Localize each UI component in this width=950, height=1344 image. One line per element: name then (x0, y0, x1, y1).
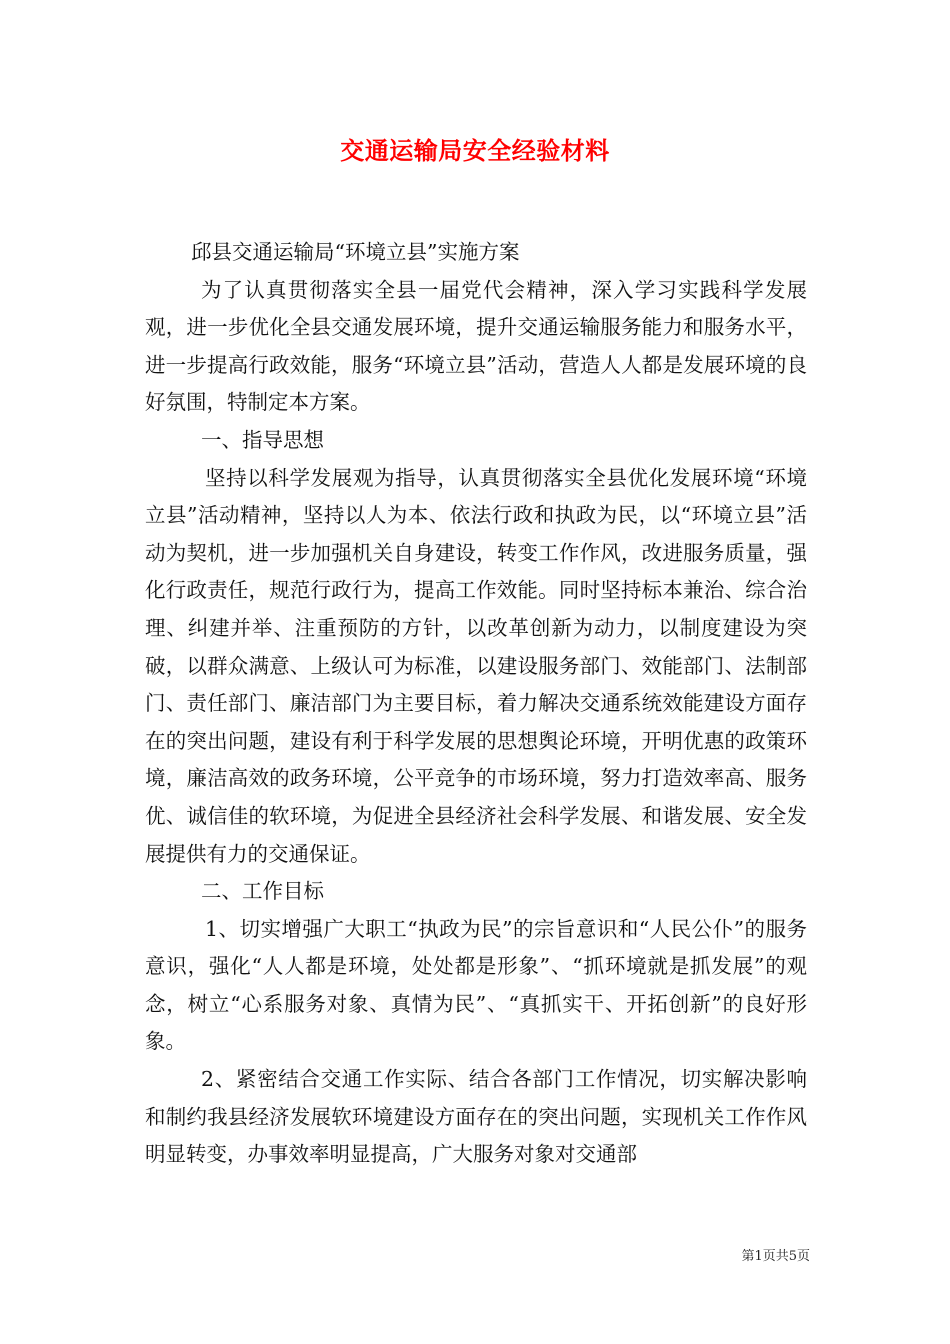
document-body (145, 234, 807, 1174)
page-number-footer: 第1页共5页 (741, 1249, 810, 1264)
heading-guiding-ideology: 一、指导思想 (201, 427, 324, 452)
paragraph-guiding-ideology: 坚持以科学发展观为指导，认真贯彻落实全县优化发展环境“环境立县”活动精神，坚持以人为本、依法行政和执政为民，以“环境立县”活动为契机，进一步加强机关自身建设，转变工作作风，改进服务质量，强化行政责任，规范行政行为，提高工作效能。同时坚持标本兼治、综合治理、纠建并举、注重预防的方针，以改革创新为动力，以制度建设为突破，以群众满意、上级认可为标准，以建设服务部门、效能部门、法制部门、责任部门、廉洁部门为主要目标，着力解决交通系统效能建设方面存在的突出问题，建设有利于科学发展的思想舆论环境，开明优惠的政策环境，廉洁高效的政务环境，公平竞争的市场环境，努力打造效率高、服务优、诚信佳的软环境，为促进全县经济社会科学发展、和谐发展、安全发展提供有力的交通保证。 (145, 465, 807, 866)
paragraph-goal-2: 2、紧密结合交通工作实际、结合各部门工作情况，切实解决影响和制约我县经济发展软环境建设方面存在的突出问题，实现机关工作作风明显转变，办事效率明显提高，广大服务对象对交通部 (145, 1067, 807, 1167)
heading-work-goals: 二、工作目标 (201, 879, 324, 904)
paragraph-goal-1: 1、切实增强广大职工“执政为民”的宗旨意识和“人民公仆”的服务意识，强化“人人都是环境，处处都是形象”、“抓环境就是抓发展”的观念，树立“心系服务对象、真情为民”、“真抓实干、开拓创新”的良好形象。 (145, 916, 807, 1054)
document-title: 交通运输局安全经验材料 (340, 136, 610, 165)
paragraph-plan-name: 邱县交通运输局“环境立县”实施方案 (191, 240, 520, 264)
paragraph-intro: 为了认真贯彻落实全县一届党代会精神，深入学习实践科学发展观，进一步优化全县交通发展环境，提升交通运输服务能力和服务水平，进一步提高行政效能，服务“环境立县”活动，营造人人都是发展环境的良好氛围，特制定本方案。 (145, 277, 807, 415)
